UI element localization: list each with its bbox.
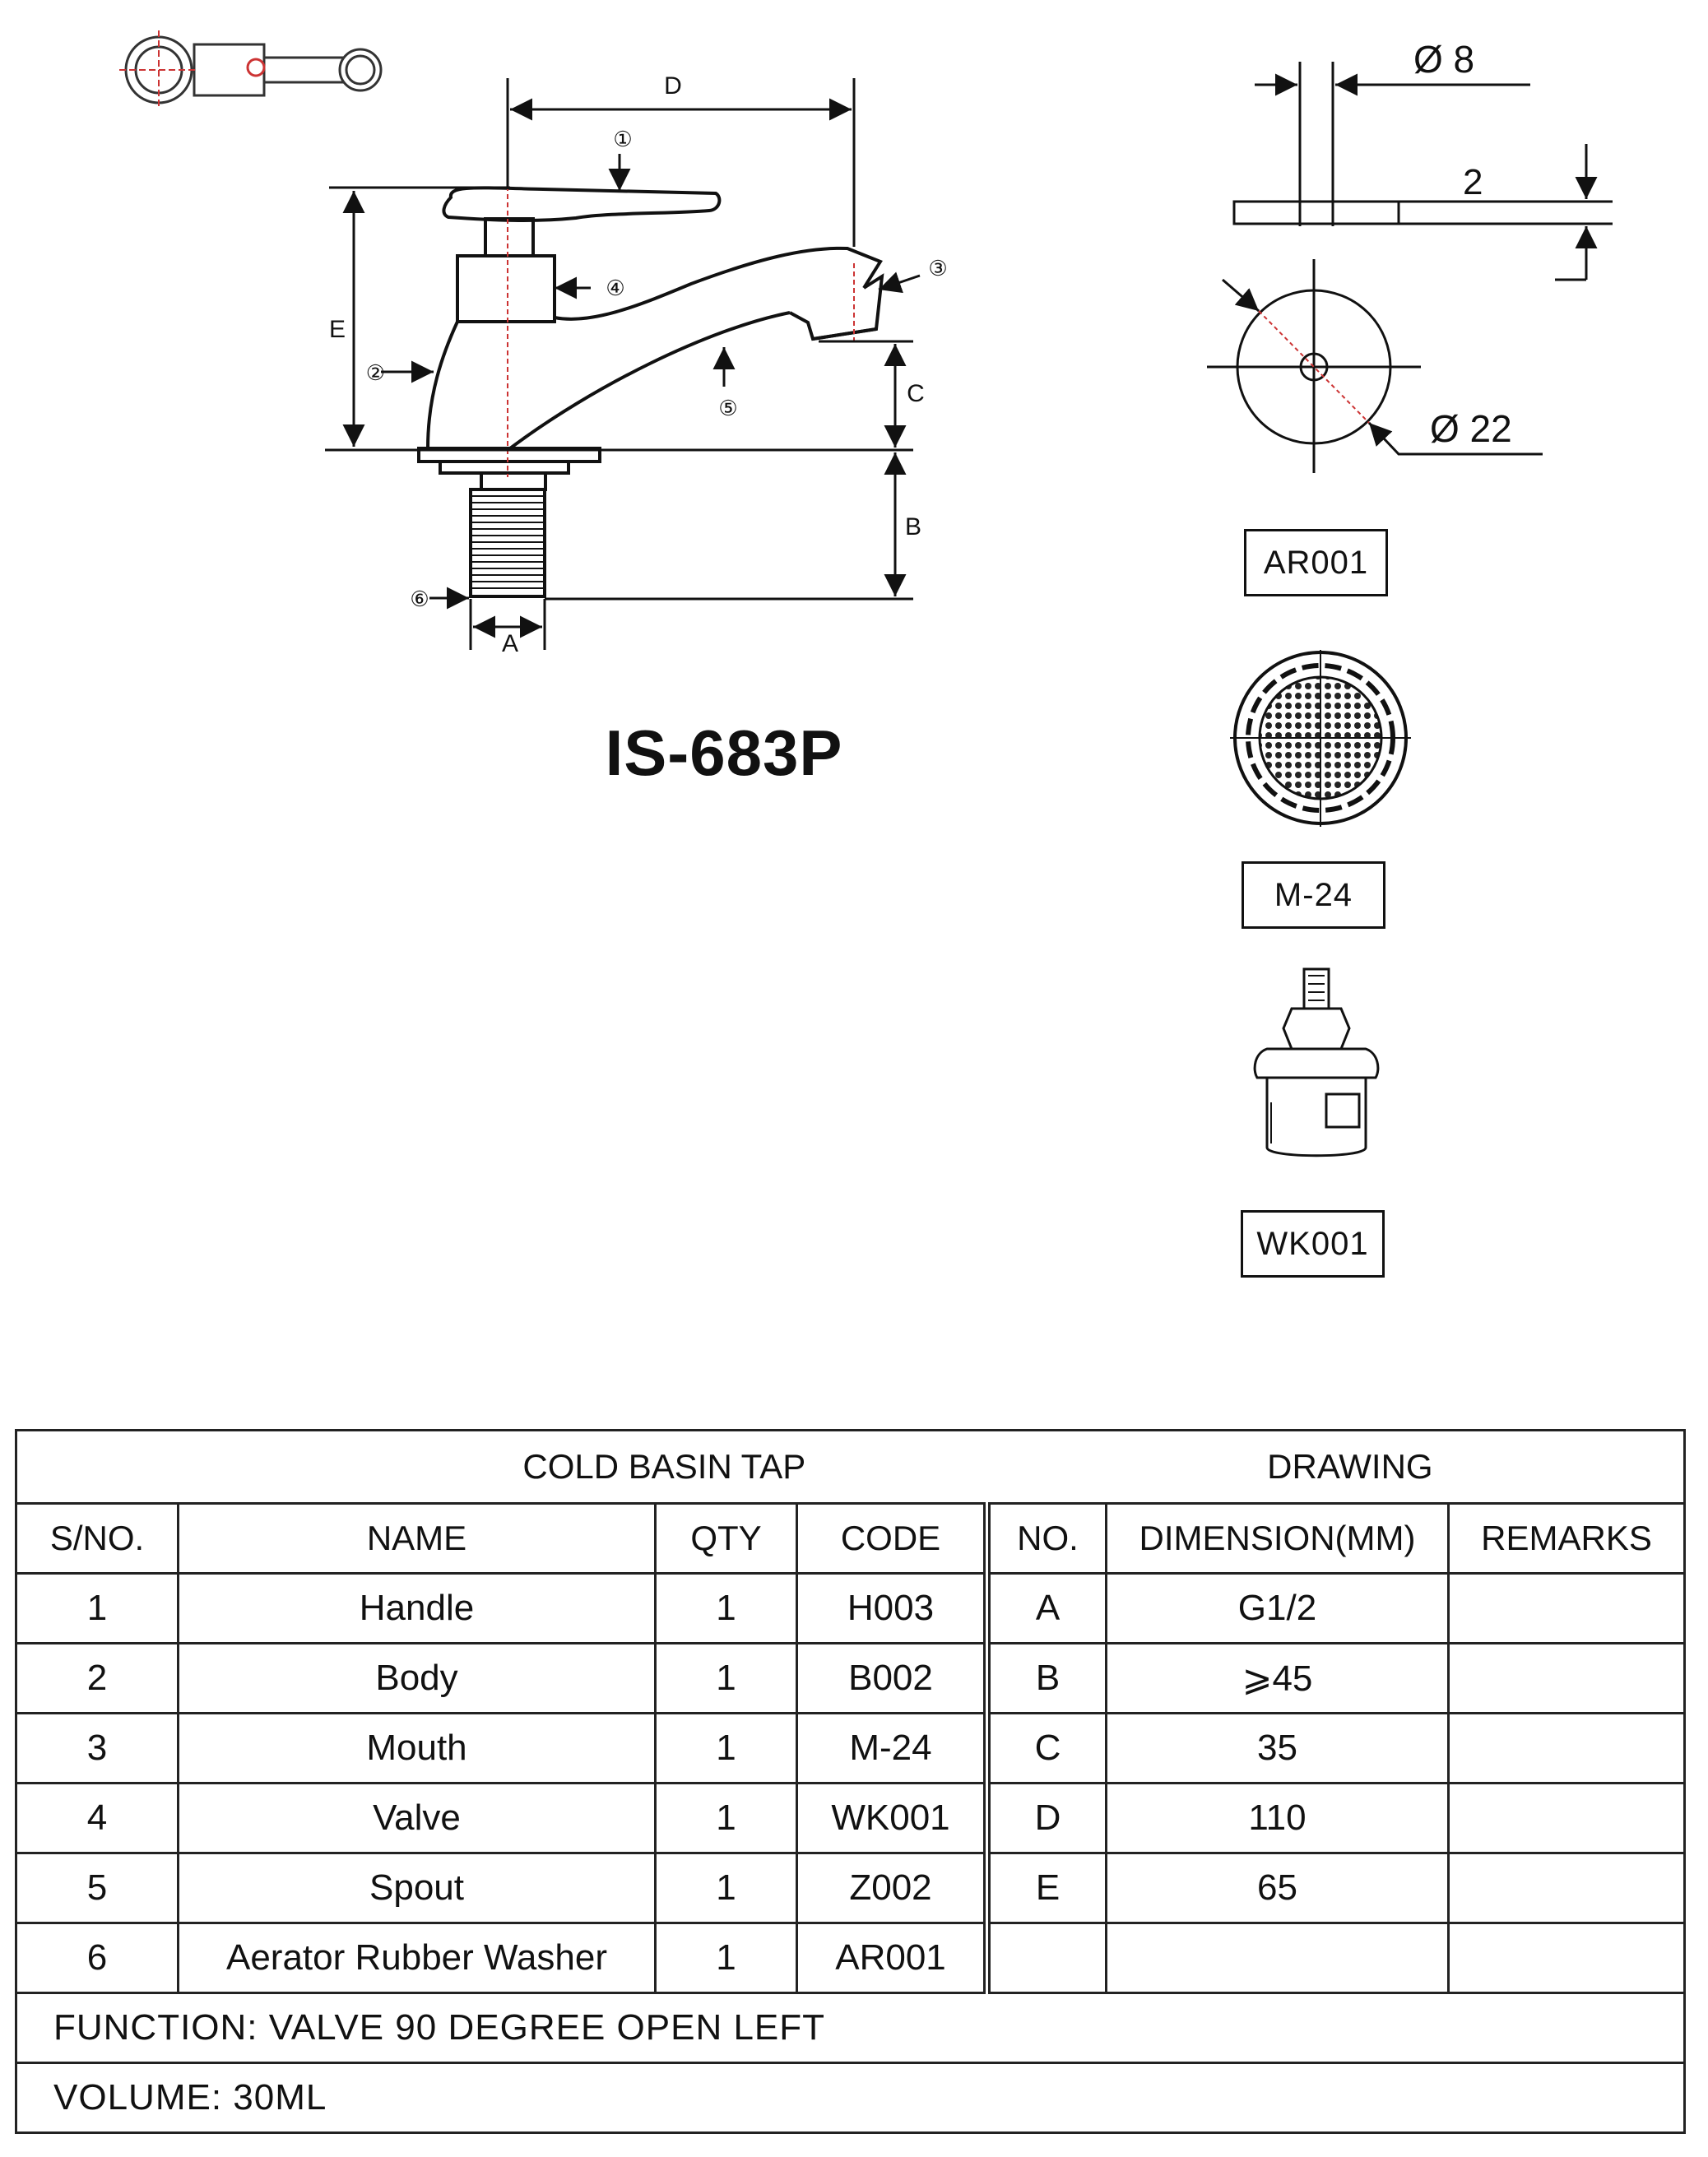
cell-remarks xyxy=(1449,1574,1685,1644)
header-qty: QTY xyxy=(656,1504,797,1574)
model-number: IS-683P xyxy=(605,717,843,789)
callout-6: ⑥ xyxy=(410,587,429,611)
valve-illustration xyxy=(1255,969,1378,1156)
spout-bottom xyxy=(510,313,790,448)
body-left xyxy=(428,322,457,448)
table-row xyxy=(16,1784,1685,1853)
table-row xyxy=(16,1644,1685,1714)
threads xyxy=(471,496,545,588)
part-label-m24: M-24 xyxy=(1242,861,1385,929)
dim-label-b: B xyxy=(904,513,922,540)
cell-no: B xyxy=(987,1644,1107,1714)
washer-outer-diameter: Ø 22 xyxy=(1430,407,1512,450)
callout-2: ② xyxy=(365,360,385,385)
cell-code: H003 xyxy=(797,1574,987,1644)
valve-housing xyxy=(457,256,555,322)
table-row xyxy=(16,1574,1685,1644)
cell-qty: 1 xyxy=(656,1784,797,1853)
cell-sno: 2 xyxy=(16,1644,179,1714)
callout-5: ⑤ xyxy=(718,396,738,420)
cell-code: M-24 xyxy=(797,1714,987,1784)
function-row xyxy=(16,1993,1685,2063)
cell-no: D xyxy=(987,1784,1107,1853)
cell-name: Body xyxy=(179,1644,656,1714)
cell-dimension xyxy=(1107,1923,1449,1993)
table-header-row xyxy=(16,1504,1685,1574)
cell-sno: 1 xyxy=(16,1574,179,1644)
aerator xyxy=(813,329,876,339)
cell-name: Mouth xyxy=(179,1714,656,1784)
table-title: COLD BASIN TAP xyxy=(522,1447,805,1486)
cell-no: A xyxy=(987,1574,1107,1644)
cell-code: WK001 xyxy=(797,1784,987,1853)
header-code: CODE xyxy=(797,1504,987,1574)
dim-label-e: E xyxy=(328,316,346,343)
header-remarks: REMARKS xyxy=(1449,1504,1685,1574)
aerator-illustration xyxy=(1230,650,1411,827)
dimension-lines xyxy=(325,78,920,650)
cell-no xyxy=(987,1923,1107,1993)
dim-label-d: D xyxy=(664,72,682,100)
header-name: NAME xyxy=(179,1504,656,1574)
spout-top xyxy=(555,248,880,319)
nut-lower xyxy=(481,473,545,489)
nut xyxy=(440,462,569,473)
cell-qty: 1 xyxy=(656,1644,797,1714)
cell-sno: 4 xyxy=(16,1784,179,1853)
cell-name: Handle xyxy=(179,1574,656,1644)
cell-remarks xyxy=(1449,1784,1685,1853)
cell-remarks xyxy=(1449,1923,1685,1993)
faucet-side-view xyxy=(419,186,882,596)
cell-qty: 1 xyxy=(656,1923,797,1993)
callout-1: ① xyxy=(613,127,633,151)
table-title-drawing: DRAWING xyxy=(1267,1447,1433,1486)
cell-sno: 6 xyxy=(16,1923,179,1993)
function-text: FUNCTION: VALVE 90 DEGREE OPEN LEFT xyxy=(16,1993,1685,2063)
table-row xyxy=(16,1714,1685,1784)
cell-qty: 1 xyxy=(656,1574,797,1644)
cell-code: Z002 xyxy=(797,1853,987,1923)
part-label-ar001: AR001 xyxy=(1244,529,1388,596)
cell-dimension: 35 xyxy=(1107,1714,1449,1784)
callout-4: ④ xyxy=(606,276,625,300)
cell-qty: 1 xyxy=(656,1714,797,1784)
cell-remarks xyxy=(1449,1853,1685,1923)
dim-label-c: C xyxy=(907,380,925,407)
table-title-row xyxy=(16,1431,1685,1504)
washer-inner-diameter: Ø 8 xyxy=(1413,38,1475,81)
cell-name: Valve xyxy=(179,1784,656,1853)
cell-name: Aerator Rubber Washer xyxy=(179,1923,656,1993)
washer-thickness: 2 xyxy=(1463,162,1483,202)
dim-label-a: A xyxy=(501,630,519,657)
washer-detail xyxy=(1207,62,1613,473)
header-no: NO. xyxy=(987,1504,1107,1574)
callout-3: ③ xyxy=(928,256,948,281)
top-view-thumbnail xyxy=(119,30,381,109)
cell-qty: 1 xyxy=(656,1853,797,1923)
cell-dimension: ⩾45 xyxy=(1107,1644,1449,1714)
table-row xyxy=(16,1923,1685,1993)
cell-dimension: 110 xyxy=(1107,1784,1449,1853)
volume-row xyxy=(16,2063,1685,2133)
header-dimension: DIMENSION(MM) xyxy=(1107,1504,1449,1574)
cell-no: E xyxy=(987,1853,1107,1923)
volume-text: VOLUME: 30ML xyxy=(16,2063,1685,2133)
cell-remarks xyxy=(1449,1644,1685,1714)
cell-code: AR001 xyxy=(797,1923,987,1993)
header-sno: S/NO. xyxy=(16,1504,179,1574)
part-label-wk001: WK001 xyxy=(1241,1210,1385,1278)
cell-code: B002 xyxy=(797,1644,987,1714)
cell-dimension: 65 xyxy=(1107,1853,1449,1923)
parts-table xyxy=(15,1429,1686,2134)
cell-name: Spout xyxy=(179,1853,656,1923)
cell-dimension: G1/2 xyxy=(1107,1574,1449,1644)
cell-remarks xyxy=(1449,1714,1685,1784)
cell-sno: 5 xyxy=(16,1853,179,1923)
handle xyxy=(443,188,719,220)
handle-stem xyxy=(485,219,533,256)
table-title-cell xyxy=(16,1431,1685,1504)
cell-sno: 3 xyxy=(16,1714,179,1784)
cell-no: C xyxy=(987,1714,1107,1784)
table-row xyxy=(16,1853,1685,1923)
